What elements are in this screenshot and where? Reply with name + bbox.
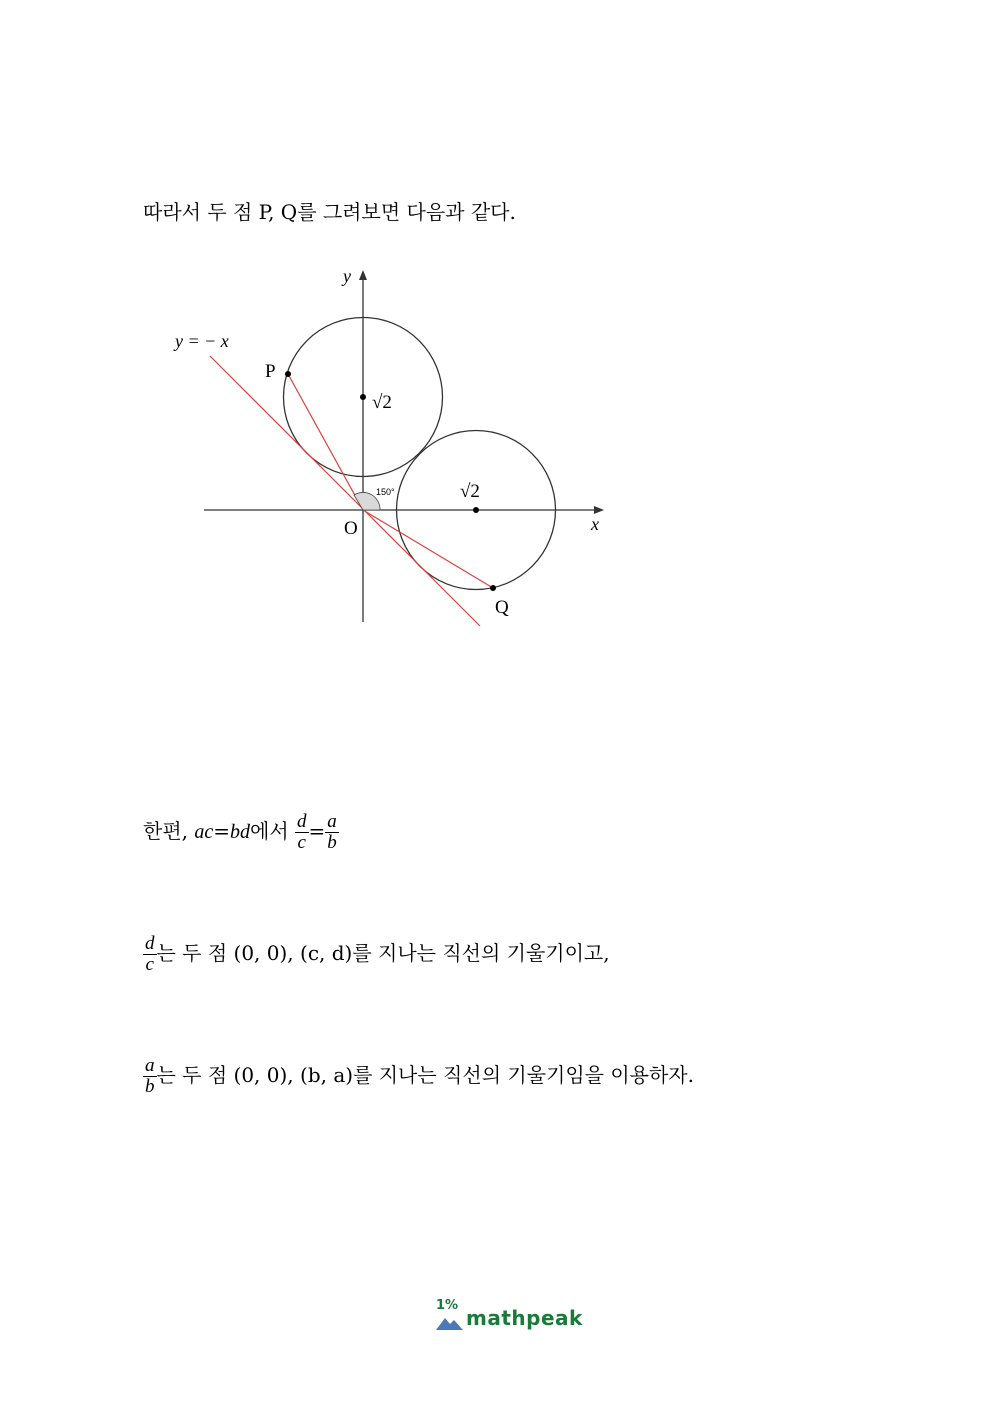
label-center-right: √2 [460,481,480,502]
slope-line-ab [143,1056,694,1097]
label-origin: O [344,518,358,539]
fraction-a-over-b-2: $\frac{a}{b}$ [145,1055,155,1097]
y-axis-label: y [343,266,351,286]
fraction-a-over-b: $\frac{a}{b}$ [327,811,337,853]
line-label: y = − x [175,331,229,351]
slope-dc-text: 는 두 점 (0, 0), (c, d)를 지나는 직선의 기울기이고, [156,941,610,965]
point-Q [490,585,496,591]
logo-percent: 1% [436,1298,459,1313]
line-OP [288,374,363,510]
x-axis-label: x [591,514,599,534]
mountain-icon [436,1314,464,1332]
label-P: P [265,361,276,382]
intro-text: 따라서 두 점 P, Q를 그려보면 다음과 같다. [143,200,516,224]
line-y-neg-x [210,356,480,626]
condition-line [143,812,339,853]
point-P [285,371,291,377]
label-Q: Q [495,597,509,618]
slope-ab-text: 는 두 점 (0, 0), (b, a)를 지나는 직선의 기울기임을 이용하자. [156,1063,694,1087]
condition-prefix: 한편, [143,819,188,843]
condition-suffix: 에서 [250,819,289,843]
term-ac: ac [194,821,214,843]
equals-sign-2: = [308,819,326,843]
point-center-right [473,507,479,513]
fraction-d-over-c-2: $\frac{d}{c}$ [145,933,155,975]
logo-word: mathpeak [466,1306,583,1330]
label-center-upper: √2 [372,392,392,413]
fraction-d-over-c: $\frac{d}{c}$ [297,811,307,853]
slope-line-dc [143,934,610,975]
y-axis-arrow [359,270,367,280]
line-OQ [363,510,493,588]
x-axis-arrow [594,506,604,514]
geometry-figure [0,0,992,700]
equals-sign: = [213,819,231,843]
term-bd: bd [230,821,251,843]
point-center-upper [360,394,366,400]
label-angle: 150° [376,487,395,497]
